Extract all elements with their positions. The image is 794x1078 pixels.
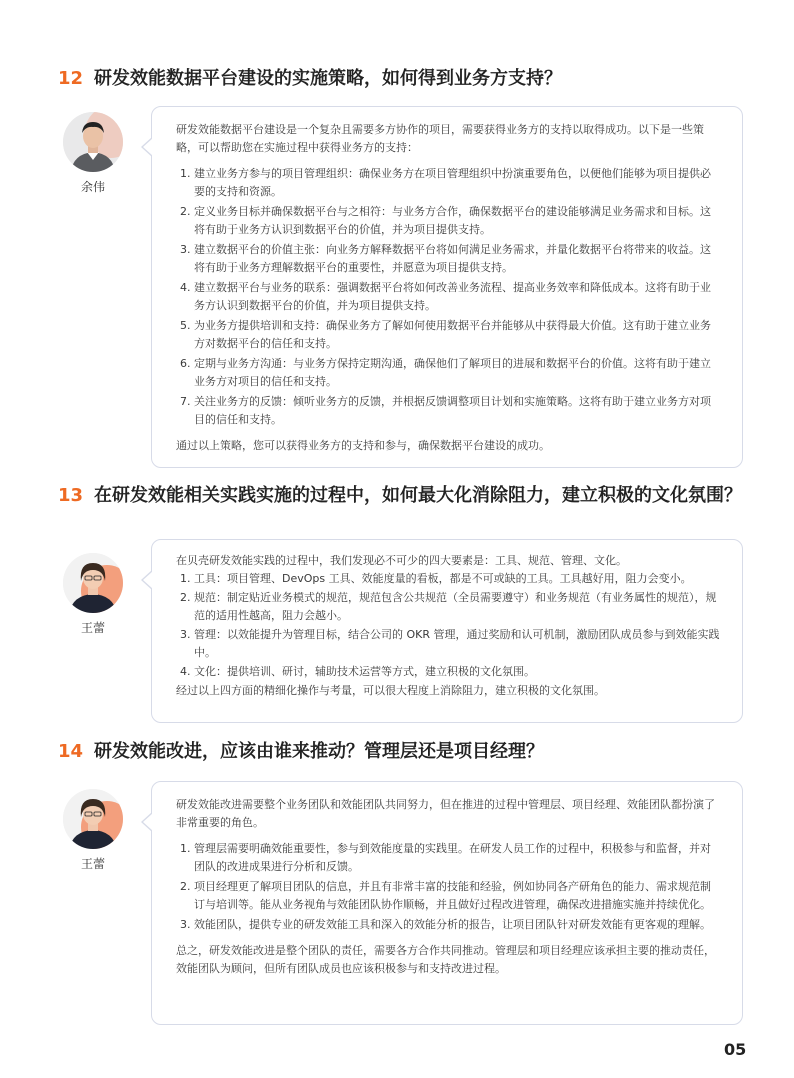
author-name: 王蕾	[80, 857, 105, 871]
list-item: 2. 规范：制定贴近业务模式的规范，规范包含公共规范（全员需要遵守）和业务规范（有业务属性的规范），规范的适用性越高，阻力会越小。	[180, 591, 717, 622]
list-item: 1. 建立业务方参与的项目管理组织：确保业务方在项目管理组织中扮演重要角色，以便他们能够为项目提供必要的支持和资源。	[180, 167, 711, 198]
question-title: 在研发效能相关实践实施的过程中，如何最大化消除阻力，建立积极的文化氛围？	[94, 485, 742, 506]
answer-outro: 通过以上策略，您可以获得业务方的支持和参与，确保数据平台建设的成功。	[176, 439, 550, 452]
author-name: 余伟	[80, 180, 105, 194]
list-item: 7. 关注业务方的反馈：倾听业务方的反馈，并根据反馈调整项目计划和实施策略。这将有助于建立业务方对项目的信任和支持。	[180, 395, 711, 426]
list-item: 2. 定义业务目标并确保数据平台与之相符：与业务方合作，确保数据平台的建设能够满足业务需求和目标。这将有助于业务方认识到数据平台的价值，并为项目提供支持。	[180, 205, 711, 236]
author-block	[62, 553, 124, 636]
question-heading	[58, 66, 754, 92]
answer-outro: 总之，研发效能改进是整个团队的责任，需要各方合作共同推动。管理层和项目经理应该承担主要的推动责任，效能团队为顾问，但所有团队成员也应该积极参与和支持改进过程。	[176, 944, 715, 975]
answer-intro: 在贝壳研发效能实践的过程中，我们发现必不可少的四大要素是：工具、规范、管理、文化。	[176, 554, 627, 567]
answer-list	[176, 840, 720, 934]
question-title: 研发效能改进，应该由谁来推动？管理层还是项目经理？	[94, 741, 544, 762]
question-number: 12	[58, 68, 84, 89]
answer-list	[176, 165, 720, 429]
list-item: 5. 为业务方提供培训和支持：确保业务方了解如何使用数据平台并能够从中获得最大价值。这有助于建立业务方对数据平台的信任和支持。	[180, 319, 711, 350]
list-item: 3. 建立数据平台的价值主张：向业务方解释数据平台将如何满足业务需求，并量化数据平台将带来的收益。这将有助于业务方理解数据平台的重要性，并愿意为项目提供支持。	[180, 243, 711, 274]
answer-bubble	[151, 781, 743, 1025]
avatar	[63, 553, 123, 613]
answer-bubble	[151, 539, 743, 723]
page-number: 05	[724, 1040, 747, 1059]
list-item: 1. 管理层需要明确效能重要性，参与到效能度量的实践里。在研发人员工作的过程中，积极参与和监督，并对团队的改进成果进行分析和反馈。	[180, 842, 711, 873]
answer-intro: 研发效能数据平台建设是一个复杂且需要多方协作的项目，需要获得业务方的支持以取得成功。以下是一些策略，可以帮助您在实施过程中获得业务方的支持：	[176, 123, 704, 154]
avatar	[63, 112, 123, 172]
author-name: 王蕾	[80, 621, 105, 635]
list-item: 2. 项目经理更了解项目团队的信息，并且有非常丰富的技能和经验，例如协同各产研角色的能力、需求规范制订与培训等。能从业务视角与效能团队协作顺畅，并且做好过程改进管理，确保改进措施实施并持续优化。	[180, 880, 711, 911]
list-item: 4. 文化：提供培训、研讨，辅助技术运营等方式，建立积极的文化氛围。	[180, 665, 535, 678]
author-block	[62, 112, 124, 195]
answer-list	[176, 570, 720, 681]
answer-intro: 研发效能改进需要整个业务团队和效能团队共同努力，但在推进的过程中管理层、项目经理、效能团队都扮演了非常重要的角色。	[176, 798, 715, 829]
question-heading	[58, 739, 754, 765]
avatar-photo-icon	[63, 112, 123, 172]
question-number: 14	[58, 741, 84, 762]
question-heading	[58, 483, 754, 509]
question-title: 研发效能数据平台建设的实施策略，如何得到业务方支持？	[94, 68, 562, 89]
list-item: 3. 管理：以效能提升为管理目标，结合公司的 OKR 管理，通过奖励和认可机制，激励团队成员参与到效能实践中。	[180, 628, 720, 659]
list-item: 1. 工具：项目管理、DevOps 工具、效能度量的看板，都是不可或缺的工具。工具越好用，阻力会变小。	[180, 572, 692, 585]
question-number: 13	[58, 485, 84, 506]
list-item: 4. 建立数据平台与业务的联系：强调数据平台将如何改善业务流程、提高业务效率和降低成本。这将有助于业务方认识到数据平台的价值，并为项目提供支持。	[180, 281, 711, 312]
list-item: 6. 定期与业务方沟通：与业务方保持定期沟通，确保他们了解项目的进展和数据平台的价值。这将有助于建立业务方对项目的信任和支持。	[180, 357, 711, 388]
list-item: 3. 效能团队，提供专业的研发效能工具和深入的效能分析的报告，让项目团队针对研发效能有更客观的理解。	[180, 918, 711, 931]
answer-outro: 经过以上四方面的精细化操作与考量，可以很大程度上消除阻力，建立积极的文化氛围。	[176, 684, 605, 697]
author-block	[62, 789, 124, 872]
answer-bubble	[151, 106, 743, 468]
avatar	[63, 789, 123, 849]
avatar-photo-icon	[63, 789, 123, 849]
avatar-photo-icon	[63, 553, 123, 613]
